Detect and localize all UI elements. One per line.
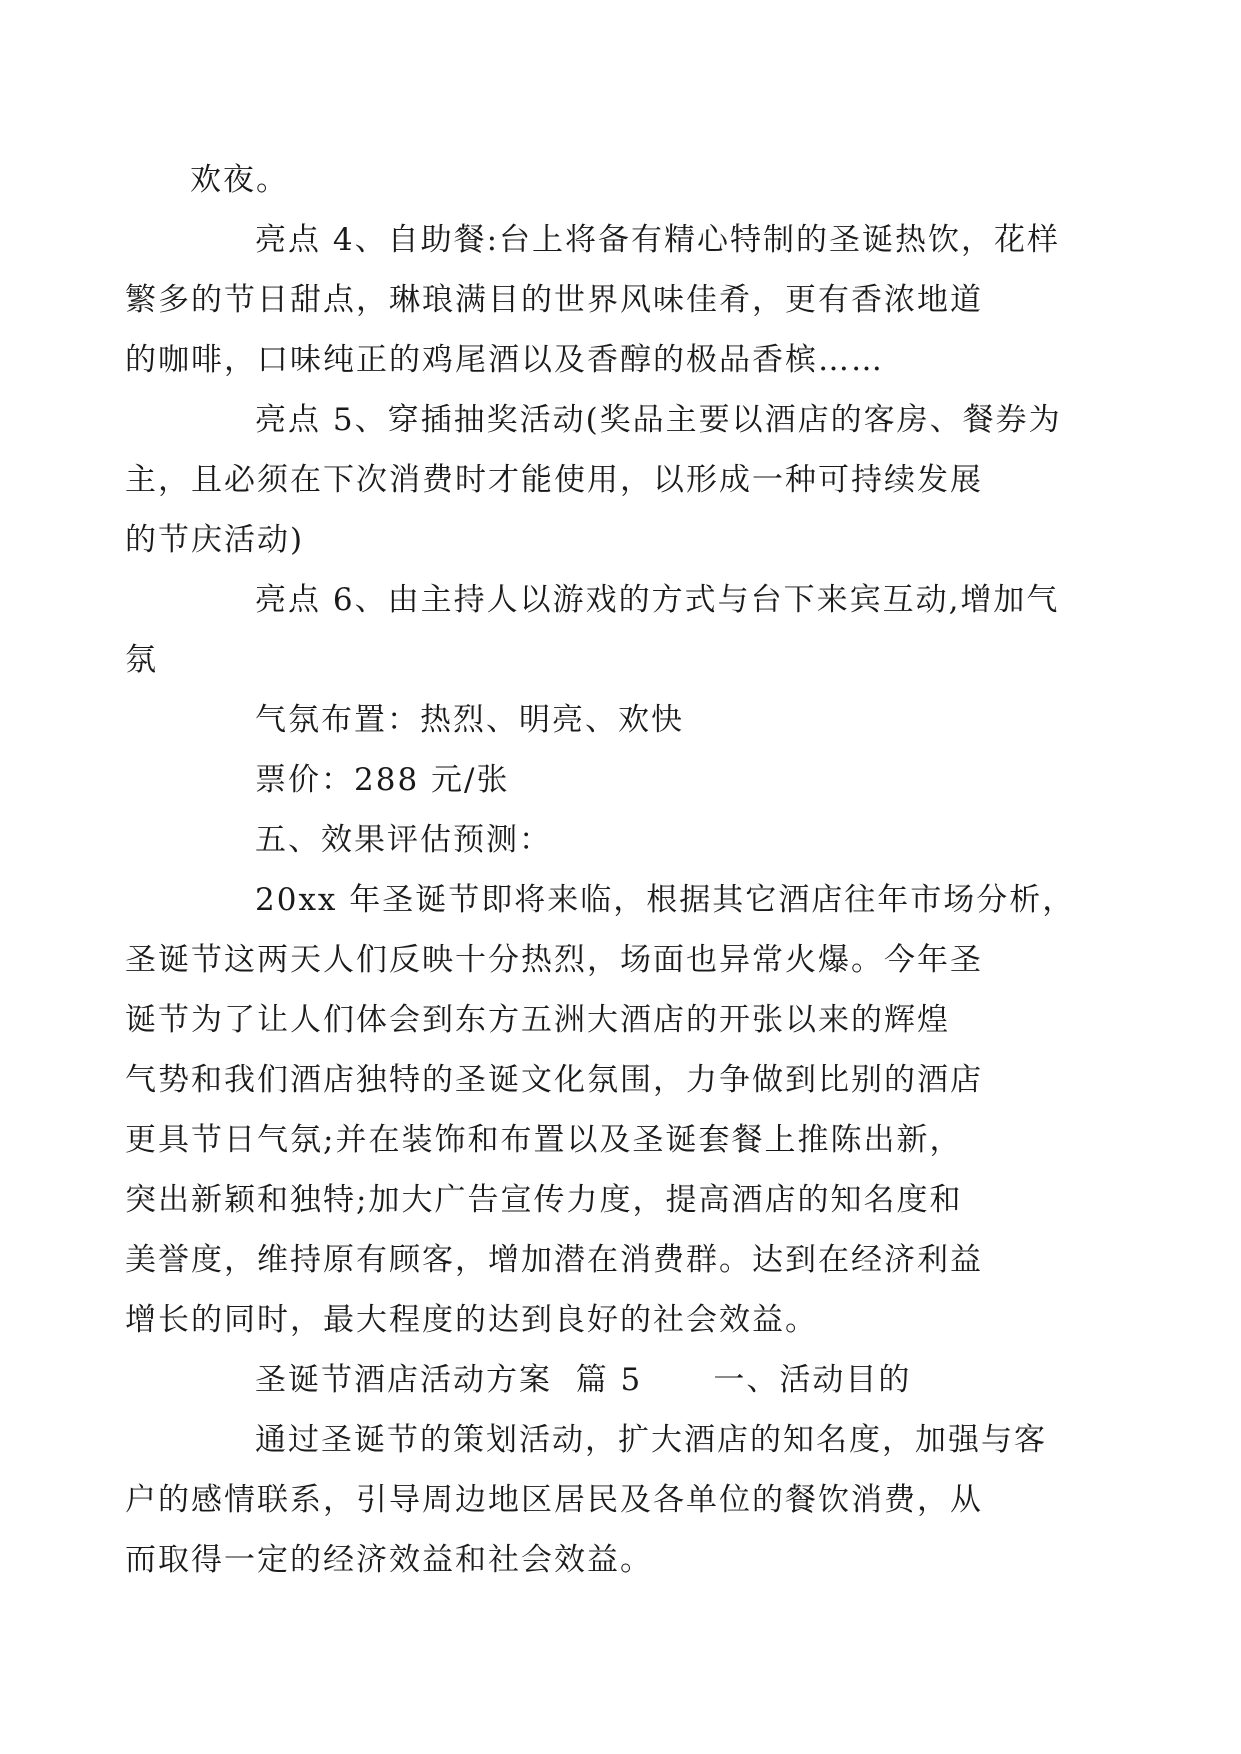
text-line: 繁多的节日甜点，琳琅满目的世界风味佳肴，更有香浓地道 bbox=[125, 282, 983, 318]
paragraph bbox=[125, 570, 1070, 690]
text-line: 诞节为了让人们体会到东方五洲大酒店的开张以来的辉煌 bbox=[125, 1002, 950, 1038]
paragraph bbox=[190, 810, 1070, 870]
text-line: 票价：288 元/张 bbox=[255, 762, 510, 798]
text-line: 圣诞节这两天人们反映十分热烈，场面也异常火爆。今年圣 bbox=[125, 942, 983, 978]
text-line: 而取得一定的经济效益和社会效益。 bbox=[125, 1542, 653, 1578]
text-line: 气氛布置：热烈、明亮、欢快 bbox=[255, 702, 684, 738]
text-line: 通过圣诞节的策划活动，扩大酒店的知名度，加强与客 bbox=[255, 1422, 1047, 1458]
document-body bbox=[125, 150, 1076, 1590]
text-line: 五、效果评估预测： bbox=[255, 822, 552, 858]
text-line: 亮点 5、穿插抽奖活动(奖品主要以酒店的客房、餐券为 bbox=[255, 402, 1062, 438]
paragraph bbox=[125, 870, 1076, 1350]
paragraph bbox=[190, 690, 1070, 750]
text-line: 亮点 4、自助餐:台上将备有精心特制的圣诞热饮，花样 bbox=[255, 222, 1061, 258]
paragraph bbox=[190, 150, 1070, 210]
text-line: 户的感情联系，引导周边地区居民及各单位的餐饮消费，从 bbox=[125, 1482, 983, 1518]
text-line: 的咖啡，口味纯正的鸡尾酒以及香醇的极品香槟…… bbox=[125, 342, 884, 378]
paragraph bbox=[125, 210, 1070, 390]
text-line: 20xx 年圣诞节即将来临，根据其它酒店往年市场分析， bbox=[255, 882, 1076, 918]
text-line: 氛 bbox=[125, 642, 158, 678]
text-line: 主，且必须在下次消费时才能使用，以形成一种可持续发展 bbox=[125, 462, 983, 498]
text-line: 亮点 6、由主持人以游戏的方式与台下来宾互动,增加气 bbox=[255, 582, 1060, 618]
text-line: 气势和我们酒店独特的圣诞文化氛围，力争做到比别的酒店 bbox=[125, 1062, 983, 1098]
paragraph bbox=[190, 1350, 1070, 1410]
paragraph bbox=[190, 750, 1070, 810]
text-line: 突出新颖和独特;加大广告宣传力度，提高酒店的知名度和 bbox=[125, 1182, 963, 1218]
text-line: 更具节日气氛;并在装饰和布置以及圣诞套餐上推陈出新， bbox=[125, 1122, 963, 1158]
paragraph bbox=[125, 390, 1070, 570]
text-line: 欢夜。 bbox=[190, 162, 289, 198]
text-line: 美誉度，维持原有顾客，增加潜在消费群。达到在经济利益 bbox=[125, 1242, 983, 1278]
text-line: 增长的同时，最大程度的达到良好的社会效益。 bbox=[125, 1302, 818, 1338]
text-line: 圣诞节酒店活动方案 篇 5 一、活动目的 bbox=[255, 1362, 912, 1398]
paragraph bbox=[125, 1410, 1070, 1590]
text-line: 的节庆活动) bbox=[125, 522, 305, 558]
